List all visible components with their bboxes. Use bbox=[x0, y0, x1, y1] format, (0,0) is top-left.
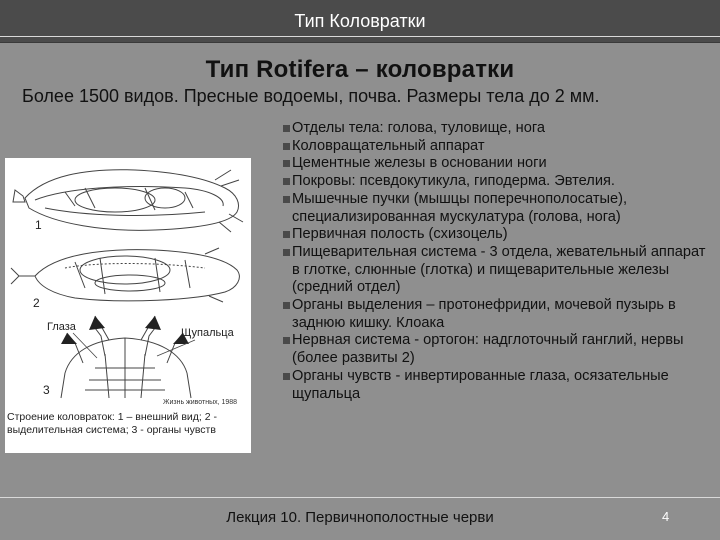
slide-title: Тип Rotifera – коловратки bbox=[205, 56, 515, 83]
list-item bbox=[283, 368, 713, 403]
figure-credit: Жизнь животных, 1988 bbox=[163, 399, 238, 406]
bullet-icon bbox=[283, 196, 290, 203]
list-item-text: Первичная полость (схизоцель) bbox=[292, 226, 508, 243]
footer-divider bbox=[0, 497, 720, 498]
rotifer-illustration bbox=[5, 158, 251, 453]
bullet-icon bbox=[283, 337, 290, 344]
figure-label-eyes: Глаза bbox=[47, 321, 76, 333]
figure-label-tentacles: Щупальца bbox=[181, 327, 234, 339]
bullet-list bbox=[283, 120, 713, 403]
slide-subtitle: Более 1500 видов. Пресные водоемы, почва. Размеры тела до 2 мм. bbox=[22, 86, 600, 106]
list-item bbox=[283, 138, 713, 156]
title-bar bbox=[0, 0, 720, 43]
list-item-text: Органы чувств - инвертированные глаза, осязательные щупальца bbox=[292, 367, 669, 402]
list-item bbox=[283, 297, 713, 332]
bullet-icon bbox=[283, 302, 290, 309]
figure-label-3: 3 bbox=[43, 383, 50, 397]
figure-label-2: 2 bbox=[33, 296, 40, 310]
bullet-icon bbox=[283, 160, 290, 167]
page-number: 4 bbox=[662, 509, 670, 524]
bullet-icon bbox=[283, 143, 290, 150]
rotifer-external-view bbox=[13, 170, 243, 232]
list-item-text: Мышечные пучки (мышцы поперечнополосатые), специализированная мускулатура (голова, нога) bbox=[292, 190, 628, 225]
list-item-text: Коловращательный аппарат bbox=[292, 137, 485, 154]
list-item bbox=[283, 244, 713, 297]
list-item bbox=[283, 226, 713, 244]
list-item bbox=[283, 155, 713, 173]
list-item bbox=[283, 173, 713, 191]
list-item-text: Отделы тела: голова, туловище, нога bbox=[292, 120, 545, 136]
figure-caption: Строение коловраток: 1 – внешний вид; 2 - выделительная система; 3 - органы чувств bbox=[7, 411, 217, 436]
list-item bbox=[283, 120, 713, 138]
list-item-text: Покровы: псевдокутикула, гиподерма. Эвтелия. bbox=[292, 173, 615, 190]
bullet-icon bbox=[283, 178, 290, 185]
header-title: Тип Коловратки bbox=[294, 11, 426, 31]
bullet-icon bbox=[283, 125, 290, 132]
rotifer-figure bbox=[5, 158, 251, 453]
list-item-text: Цементные железы в основании ноги bbox=[292, 155, 547, 172]
list-item bbox=[283, 191, 713, 226]
figure-label-1: 1 bbox=[35, 218, 42, 232]
list-item-text: Органы выделения – протонефридии, мочевой пузырь в заднюю кишку. Клоака bbox=[292, 297, 676, 331]
list-item-text: Нервная система - ортогон: надглоточный ганглий, нервы (более развиты 2) bbox=[292, 332, 684, 367]
list-item-text: Пищеварительная система - 3 отдела, жевательный аппарат в глотке, слюнные (глотка) и пищеварительные железы (средний отдел) bbox=[292, 243, 706, 296]
footer-text: Лекция 10. Первичнополостные черви bbox=[226, 509, 494, 526]
bullet-icon bbox=[283, 249, 290, 256]
list-item bbox=[283, 332, 713, 367]
rotifer-excretory-view bbox=[11, 248, 239, 302]
bullet-icon bbox=[283, 231, 290, 238]
rotifer-sense-organs-view bbox=[61, 316, 191, 398]
bullet-icon bbox=[283, 373, 290, 380]
title-divider bbox=[0, 36, 720, 37]
